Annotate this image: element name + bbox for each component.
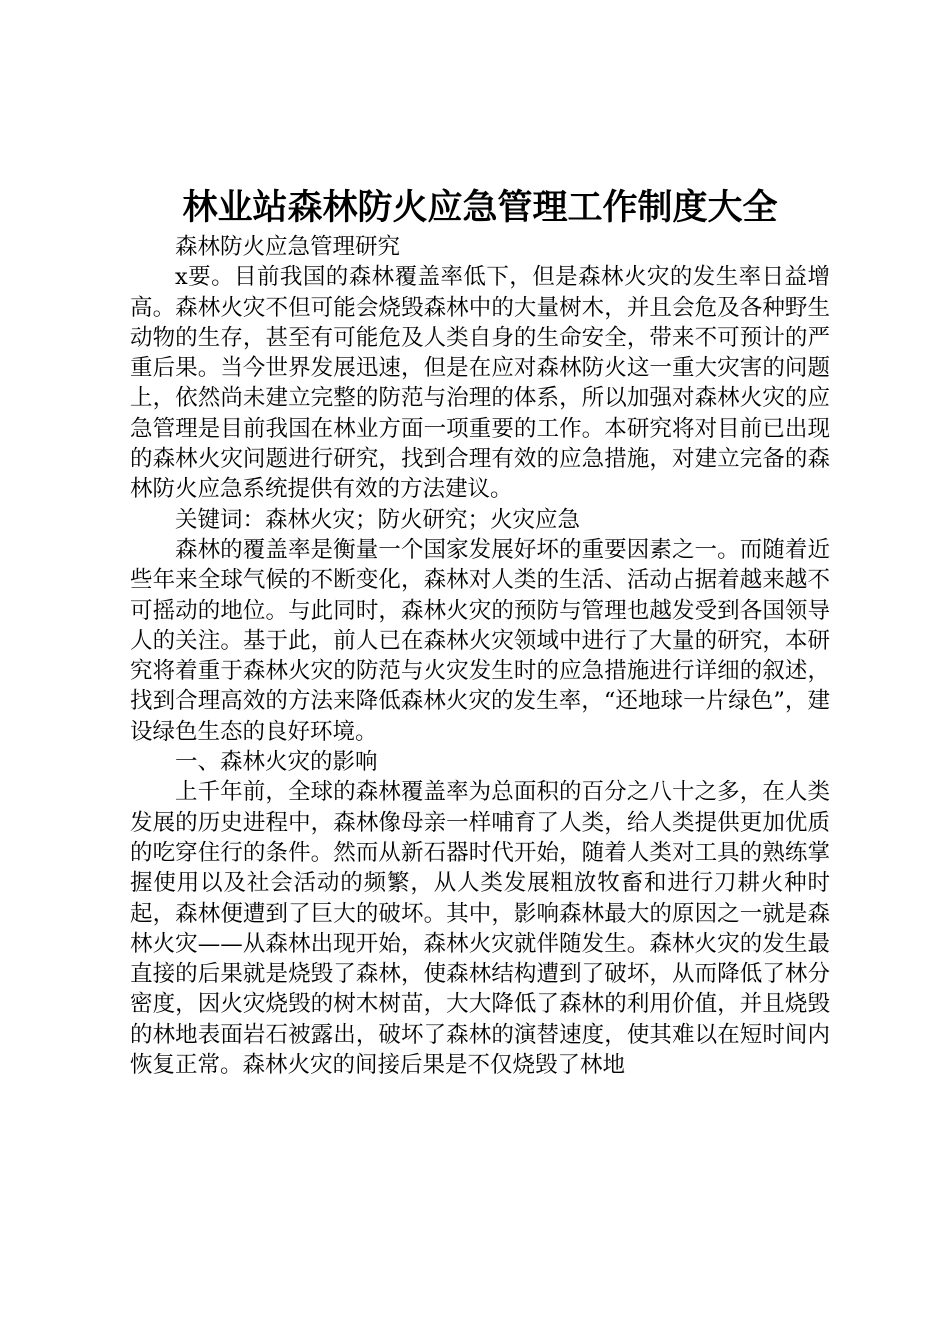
section-heading-impact: 一、森林火灾的影响	[175, 749, 378, 776]
document-body	[130, 232, 830, 1080]
keywords-line: 关键词：森林火灾；防火研究；火灾应急	[175, 506, 581, 533]
abstract-paragraph: x要。目前我国的森林覆盖率低下，但是森林火灾的发生率日益增高。森林火灾不但可能会烧毁森林中的大量树木，并且会危及各种野生动物的生存，甚至有可能危及人类自身的生命安全，带来不可预计的严重后果。当今世界发展迅速，但是在应对森林防火这一重大灾害的问题上，依然尚未建立完整的防范与治理的体系，所以加强对森林火灾的应急管理是目前我国在林业方面一项重要的工作。本研究将对目前已出现的森林火灾问题进行研究，找到合理有效的应急措施，对建立完备的森林防火应急系统提供有效的方法建议。	[130, 264, 830, 503]
document-title: 林业站森林防火应急管理工作制度大全	[182, 188, 778, 228]
impact-paragraph: 上千年前，全球的森林覆盖率为总面积的百分之八十之多，在人类发展的历史进程中，森林像母亲一样哺育了人类，给人类提供更加优质的吃穿住行的条件。然而从新石器时代开始，随着人类对工具的熟练掌握使用以及社会活动的频繁，从人类发展粗放牧畜和进行刀耕火种时起，森林便遭到了巨大的破坏。其中，影响森林最大的原因之一就是森林火灾——从森林出现开始，森林火灾就伴随发生。森林火灾的发生最直接的后果就是烧毁了森林，使森林结构遭到了破坏，从而降低了林分密度，因火灾烧毁的树木树苗，大大降低了森林的利用价值，并且烧毁的林地表面岩石被露出，破坏了森林的演替速度，使其难以在短时间内恢复正常。森林火灾的间接后果是不仅烧毁了林地	[130, 779, 830, 1079]
intro-paragraph: 森林的覆盖率是衡量一个国家发展好坏的重要因素之一。而随着近些年来全球气候的不断变化，森林对人类的生活、活动占据着越来越不可摇动的地位。与此同时，森林火灾的预防与管理也越发受到各国领导人的关注。基于此，前人已在森林火灾领域中进行了大量的研究，本研究将着重于森林火灾的防范与火灾发生时的应急措施进行详细的叙述，找到合理高效的方法来降低森林火灾的发生率，“还地球一片绿色”，建设绿色生态的良好环境。	[130, 536, 830, 745]
section-heading-research: 森林防火应急管理研究	[175, 234, 401, 260]
